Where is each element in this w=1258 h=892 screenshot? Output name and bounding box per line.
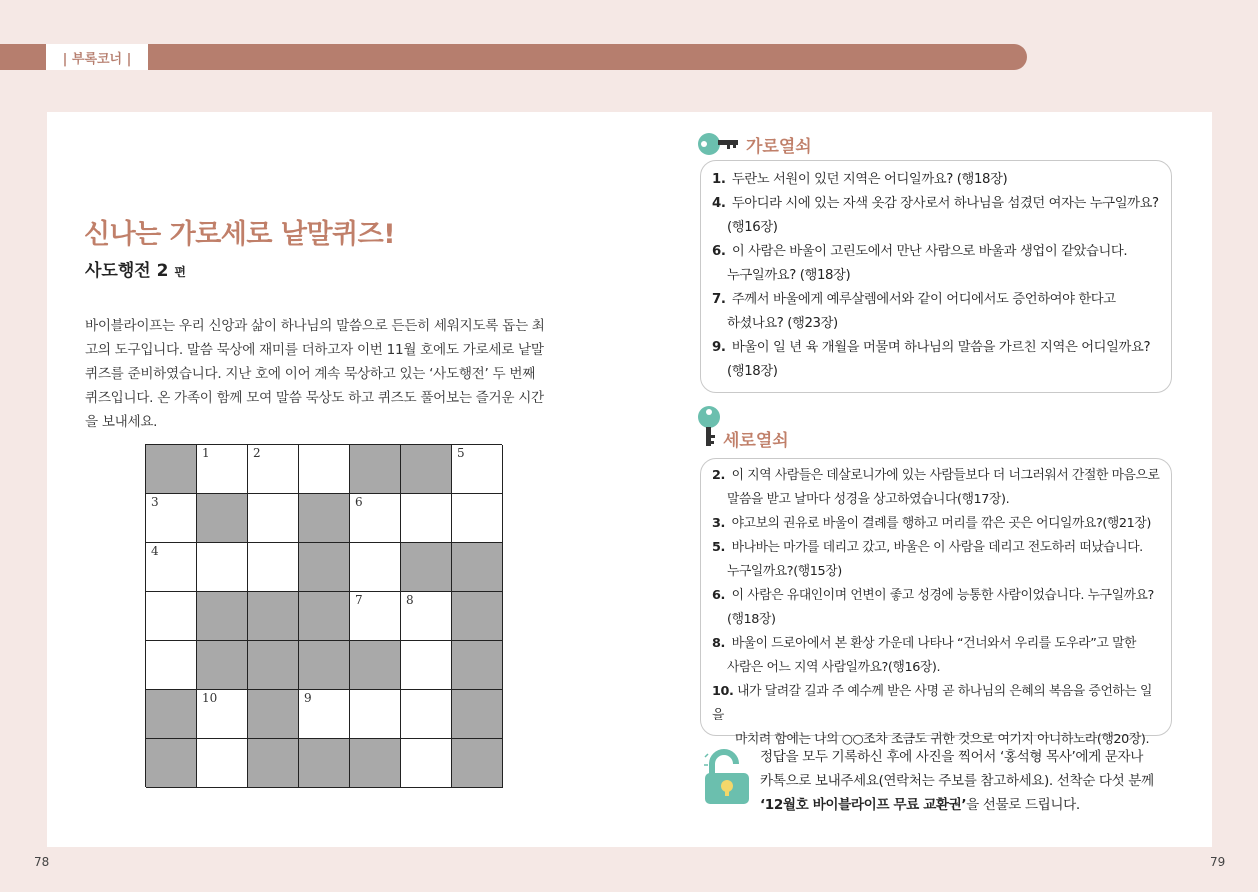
grid-cell[interactable] — [197, 445, 248, 494]
clue-text-cont: 누구일까요?(행15장) — [727, 564, 842, 579]
clue-text: 내가 달려갈 길과 주 예수께 받은 사명 곧 하나님의 은혜의 복음을 증언하는 일을 — [712, 684, 1152, 723]
grid-cell-blocked — [350, 445, 401, 494]
clue-text: 바나바는 마가를 데리고 갔고, 바울은 이 사람을 데리고 전도하러 떠났습니다. — [731, 540, 1143, 555]
clue-text: 주께서 바울에게 예루살렘에서와 같이 어디에서도 증언하여야 한다고 — [731, 292, 1116, 307]
page-subtitle — [85, 256, 186, 281]
intro-text — [85, 314, 565, 434]
grid-cell-blocked — [197, 592, 248, 641]
clue-number: 10. — [712, 684, 734, 699]
grid-cell-blocked — [248, 739, 299, 788]
grid-cell-blocked — [452, 690, 503, 739]
grid-cell-number: 3 — [151, 495, 159, 509]
grid-cell-blocked — [146, 690, 197, 739]
down-heading: 세로열쇠 — [723, 431, 789, 451]
clue-text: 이 사람은 유대인이며 언변이 좋고 성경에 능통한 사람이었습니다. 누구일까요? — [731, 588, 1154, 603]
clue-number: 5. — [712, 540, 725, 555]
clue-number: 9. — [712, 340, 726, 355]
clue-text: 이 사람은 바울이 고린도에서 만난 사람으로 바울과 생업이 같았습니다. — [731, 244, 1128, 259]
grid-cell[interactable] — [146, 543, 197, 592]
grid-cell[interactable] — [146, 494, 197, 543]
across-heading: 가로열쇠 — [746, 137, 812, 157]
grid-cell[interactable] — [350, 690, 401, 739]
down-clue — [712, 632, 1161, 680]
grid-cell[interactable] — [401, 592, 452, 641]
across-clue — [712, 336, 1159, 384]
grid-cell-blocked — [197, 494, 248, 543]
down-clue — [712, 680, 1161, 752]
grid-cell-number: 7 — [355, 593, 363, 607]
section-tag: | 부록코너 | — [46, 44, 148, 70]
across-clue — [712, 192, 1159, 240]
page-number-left: 78 — [34, 855, 50, 869]
grid-cell-number: 5 — [457, 446, 465, 460]
clue-text-cont: (행18장) — [727, 612, 776, 627]
subtitle-unit: 편 — [174, 265, 186, 279]
across-clues-box — [700, 160, 1172, 393]
clue-number: 7. — [712, 292, 726, 307]
across-clue — [712, 288, 1159, 336]
unlock-icon — [703, 749, 753, 807]
clue-text-cont: 말씀을 받고 날마다 성경을 상고하였습니다(행17장). — [727, 492, 1010, 507]
down-clue — [712, 512, 1161, 536]
grid-cell-blocked — [299, 641, 350, 690]
grid-cell[interactable] — [401, 739, 452, 788]
intro-line: 고의 도구입니다. 말씀 묵상에 재미를 더하고자 이번 11월 호에도 가로세로 낱말 — [85, 342, 544, 358]
clue-text: 두란노 서원이 있던 지역은 어디일까요? (행18장) — [731, 172, 1008, 187]
clue-number: 3. — [712, 516, 725, 531]
grid-cell-blocked — [248, 690, 299, 739]
down-clues-box — [700, 458, 1172, 747]
across-clue — [712, 168, 1159, 192]
intro-line: 바이블라이프는 우리 신앙과 삶이 하나님의 말씀으로 든든히 세워지도록 돕는 최 — [85, 318, 545, 334]
header-banner — [0, 44, 1027, 70]
clue-text: 두아디라 시에 있는 자색 옷감 장사로서 하나님을 섬겼던 여자는 누구일까요? — [731, 196, 1159, 211]
grid-cell[interactable] — [350, 543, 401, 592]
intro-line: 퀴즈입니다. 온 가족이 함께 모여 말씀 묵상도 하고 퀴즈도 풀어보는 즐거운 시간 — [85, 390, 544, 406]
note-suffix: 을 선물로 드립니다. — [966, 797, 1080, 813]
grid-cell-blocked — [401, 543, 452, 592]
grid-cell-blocked — [452, 641, 503, 690]
grid-cell-number: 4 — [151, 544, 159, 558]
clue-number: 6. — [712, 244, 726, 259]
grid-cell-blocked — [197, 641, 248, 690]
clue-number: 4. — [712, 196, 726, 211]
clue-text: 야고보의 권유로 바울이 결례를 행하고 머리를 깎은 곳은 어디일까요?(행21장) — [731, 516, 1151, 531]
key-icon — [697, 405, 721, 447]
intro-line: 퀴즈를 준비하였습니다. 지난 호에 이어 계속 묵상하고 있는 ‘사도행전’ 두 번째 — [85, 366, 536, 382]
clue-text-cont: 마치려 함에는 나의 ○○조차 조금도 귀한 것으로 여기지 아니하노라(행20장). — [735, 732, 1150, 747]
grid-cell[interactable] — [401, 494, 452, 543]
grid-cell-number: 6 — [355, 495, 363, 509]
clue-text: 바울이 드로아에서 본 환상 가운데 나타나 “건너와서 우리를 도우라”고 말한 — [731, 636, 1136, 651]
grid-cell-number: 10 — [202, 691, 218, 705]
down-clue — [712, 584, 1161, 632]
grid-cell[interactable] — [299, 690, 350, 739]
grid-cell-number: 1 — [202, 446, 210, 460]
down-clue — [712, 536, 1161, 584]
grid-cell-number: 8 — [406, 593, 414, 607]
key-icon — [697, 131, 741, 157]
grid-cell-blocked — [299, 592, 350, 641]
grid-cell[interactable] — [299, 445, 350, 494]
clue-number: 2. — [712, 468, 725, 483]
grid-cell-blocked — [248, 592, 299, 641]
clue-text-cont: (행18장) — [727, 364, 778, 379]
grid-cell-blocked — [299, 494, 350, 543]
clue-text-cont: 누구일까요? (행18장) — [727, 268, 851, 283]
intro-line: 을 보내세요. — [85, 414, 158, 430]
note-line: 정답을 모두 기록하신 후에 사진을 찍어서 ‘홍석형 목사’에게 문자나 — [760, 749, 1143, 765]
grid-cell[interactable] — [146, 592, 197, 641]
clue-number: 8. — [712, 636, 725, 651]
crossword-grid — [145, 444, 502, 787]
clue-text-cont: 하셨나요? (행23장) — [727, 316, 838, 331]
page-number-right: 79 — [1210, 855, 1226, 869]
grid-cell[interactable] — [197, 690, 248, 739]
grid-cell[interactable] — [350, 494, 401, 543]
page-title: 신나는 가로세로 낱말퀴즈! — [84, 219, 396, 250]
grid-cell[interactable] — [401, 690, 452, 739]
grid-cell-blocked — [452, 543, 503, 592]
grid-cell[interactable] — [401, 641, 452, 690]
grid-cell[interactable] — [452, 445, 503, 494]
grid-cell-blocked — [452, 592, 503, 641]
note-line — [760, 793, 1175, 817]
grid-cell-number: 9 — [304, 691, 312, 705]
clue-text-cont: 사람은 어느 지역 사람일까요?(행16장). — [727, 660, 941, 675]
grid-cell-blocked — [299, 739, 350, 788]
grid-cell[interactable] — [350, 592, 401, 641]
subtitle-main: 사도행전 2 — [85, 261, 169, 281]
clue-number: 6. — [712, 588, 725, 603]
grid-cell-blocked — [146, 445, 197, 494]
grid-cell-blocked — [401, 445, 452, 494]
grid-cell-blocked — [452, 739, 503, 788]
grid-cell-blocked — [248, 641, 299, 690]
grid-cell[interactable] — [248, 543, 299, 592]
grid-cell[interactable] — [197, 543, 248, 592]
grid-cell-blocked — [146, 739, 197, 788]
submission-note — [760, 745, 1175, 817]
grid-cell-number: 2 — [253, 446, 261, 460]
grid-cell[interactable] — [248, 494, 299, 543]
grid-cell[interactable] — [197, 739, 248, 788]
grid-cell-blocked — [350, 739, 401, 788]
note-line: 카톡으로 보내주세요(연락처는 주보를 참고하세요). 선착순 다섯 분께 — [760, 773, 1154, 789]
grid-cell[interactable] — [248, 445, 299, 494]
grid-cell-blocked — [350, 641, 401, 690]
clue-text: 바울이 일 년 육 개월을 머물며 하나님의 말씀을 가르친 지역은 어디일까요? — [731, 340, 1151, 355]
down-clue — [712, 464, 1161, 512]
clue-text-cont: (행16장) — [727, 220, 778, 235]
across-clue — [712, 240, 1159, 288]
grid-cell[interactable] — [146, 641, 197, 690]
grid-cell[interactable] — [452, 494, 503, 543]
grid-cell-blocked — [299, 543, 350, 592]
clue-text: 이 지역 사람들은 데살로니가에 있는 사람들보다 더 너그러워서 간절한 마음으로 — [731, 468, 1160, 483]
note-prize: ‘12월호 바이블라이프 무료 교환권’ — [760, 797, 967, 813]
clue-number: 1. — [712, 172, 726, 187]
